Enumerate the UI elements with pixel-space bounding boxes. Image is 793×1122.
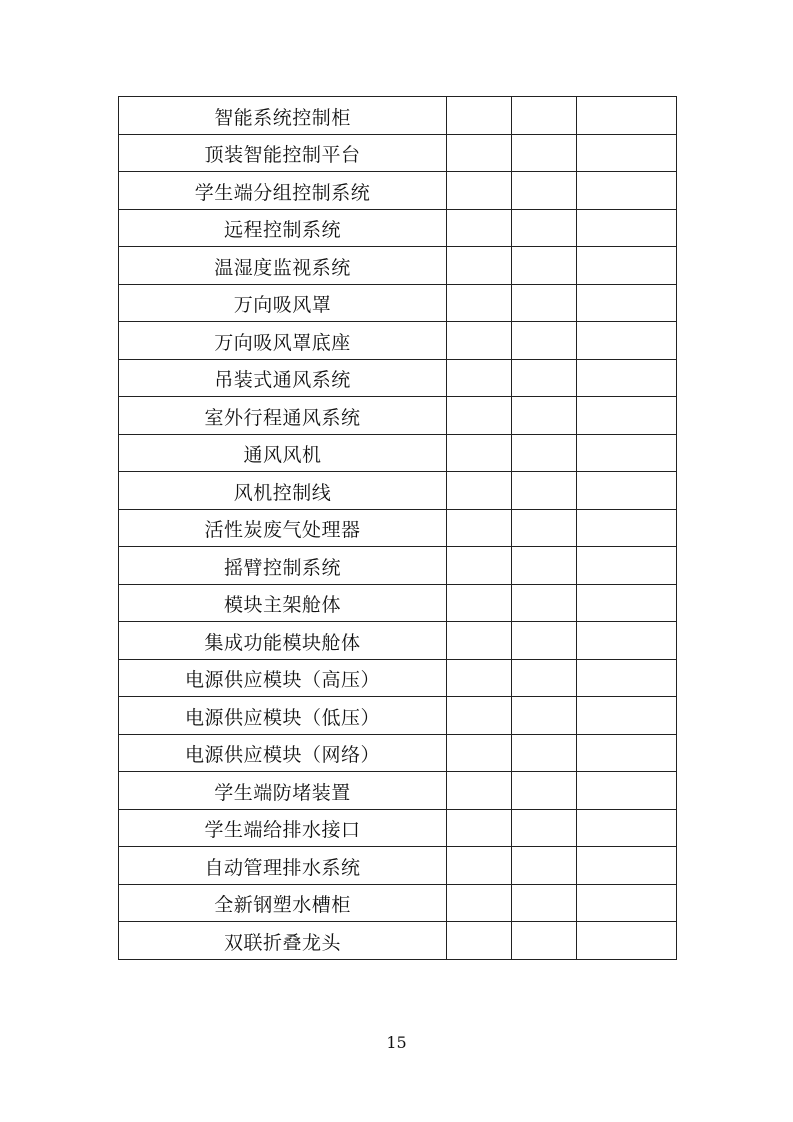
- col-4-cell: [577, 547, 677, 585]
- table-row: [119, 172, 677, 210]
- table-row: [119, 509, 677, 547]
- col-3-cell: [512, 322, 577, 360]
- col-4-cell: [577, 509, 677, 547]
- item-name-cell: 摇臂控制系统: [119, 547, 447, 585]
- col-4-cell: [577, 472, 677, 510]
- col-3-cell: [512, 772, 577, 810]
- table-row: [119, 397, 677, 435]
- col-3-cell: [512, 659, 577, 697]
- col-3-cell: [512, 509, 577, 547]
- col-4-cell: [577, 697, 677, 735]
- col-2-cell: [447, 734, 512, 772]
- table-row: [119, 847, 677, 885]
- col-4-cell: [577, 884, 677, 922]
- table-row: [119, 734, 677, 772]
- table-row: [119, 622, 677, 660]
- col-3-cell: [512, 359, 577, 397]
- col-2-cell: [447, 397, 512, 435]
- col-2-cell: [447, 584, 512, 622]
- table-row: [119, 547, 677, 585]
- col-2-cell: [447, 509, 512, 547]
- col-3-cell: [512, 134, 577, 172]
- col-3-cell: [512, 97, 577, 135]
- page-number: 15: [386, 1033, 407, 1052]
- col-4-cell: [577, 172, 677, 210]
- col-4-cell: [577, 247, 677, 285]
- table-row: [119, 922, 677, 960]
- col-4-cell: [577, 584, 677, 622]
- item-name-cell: 顶装智能控制平台: [119, 134, 447, 172]
- col-2-cell: [447, 172, 512, 210]
- col-3-cell: [512, 547, 577, 585]
- item-name-cell: 电源供应模块（低压）: [119, 697, 447, 735]
- table-row: [119, 884, 677, 922]
- col-2-cell: [447, 434, 512, 472]
- col-4-cell: [577, 922, 677, 960]
- item-name-cell: 全新钢塑水槽柜: [119, 884, 447, 922]
- item-name-cell: 智能系统控制柜: [119, 97, 447, 135]
- col-4-cell: [577, 284, 677, 322]
- col-3-cell: [512, 734, 577, 772]
- col-3-cell: [512, 884, 577, 922]
- col-3-cell: [512, 697, 577, 735]
- table-row: [119, 772, 677, 810]
- col-2-cell: [447, 884, 512, 922]
- col-4-cell: [577, 734, 677, 772]
- col-4-cell: [577, 659, 677, 697]
- col-3-cell: [512, 472, 577, 510]
- col-3-cell: [512, 584, 577, 622]
- col-3-cell: [512, 209, 577, 247]
- table-row: [119, 97, 677, 135]
- col-3-cell: [512, 172, 577, 210]
- col-3-cell: [512, 922, 577, 960]
- item-name-cell: 模块主架舱体: [119, 584, 447, 622]
- item-name-cell: 自动管理排水系统: [119, 847, 447, 885]
- col-4-cell: [577, 434, 677, 472]
- col-2-cell: [447, 97, 512, 135]
- col-3-cell: [512, 434, 577, 472]
- col-2-cell: [447, 547, 512, 585]
- table-row: [119, 247, 677, 285]
- col-2-cell: [447, 622, 512, 660]
- col-2-cell: [447, 697, 512, 735]
- item-name-cell: 万向吸风罩底座: [119, 322, 447, 360]
- item-name-cell: 活性炭废气处理器: [119, 509, 447, 547]
- item-name-cell: 集成功能模块舱体: [119, 622, 447, 660]
- item-name-cell: 电源供应模块（高压）: [119, 659, 447, 697]
- col-2-cell: [447, 472, 512, 510]
- col-2-cell: [447, 922, 512, 960]
- item-name-cell: 学生端给排水接口: [119, 809, 447, 847]
- table-row: [119, 359, 677, 397]
- item-name-cell: 室外行程通风系统: [119, 397, 447, 435]
- table-row: [119, 209, 677, 247]
- col-2-cell: [447, 284, 512, 322]
- table-row: [119, 584, 677, 622]
- col-4-cell: [577, 134, 677, 172]
- col-4-cell: [577, 809, 677, 847]
- equipment-table: [118, 96, 677, 960]
- col-2-cell: [447, 134, 512, 172]
- col-3-cell: [512, 247, 577, 285]
- col-2-cell: [447, 659, 512, 697]
- col-4-cell: [577, 209, 677, 247]
- col-4-cell: [577, 322, 677, 360]
- table-row: [119, 659, 677, 697]
- col-3-cell: [512, 284, 577, 322]
- table-row: [119, 809, 677, 847]
- col-2-cell: [447, 247, 512, 285]
- col-2-cell: [447, 809, 512, 847]
- table-row: [119, 697, 677, 735]
- table-row: [119, 284, 677, 322]
- table-row: [119, 434, 677, 472]
- equipment-table-body: [119, 97, 677, 960]
- col-3-cell: [512, 847, 577, 885]
- col-2-cell: [447, 847, 512, 885]
- item-name-cell: 远程控制系统: [119, 209, 447, 247]
- item-name-cell: 学生端防堵装置: [119, 772, 447, 810]
- item-name-cell: 万向吸风罩: [119, 284, 447, 322]
- col-2-cell: [447, 209, 512, 247]
- item-name-cell: 温湿度监视系统: [119, 247, 447, 285]
- col-2-cell: [447, 322, 512, 360]
- table-row: [119, 134, 677, 172]
- table-row: [119, 322, 677, 360]
- item-name-cell: 学生端分组控制系统: [119, 172, 447, 210]
- col-2-cell: [447, 772, 512, 810]
- col-3-cell: [512, 809, 577, 847]
- item-name-cell: 风机控制线: [119, 472, 447, 510]
- col-3-cell: [512, 622, 577, 660]
- col-4-cell: [577, 97, 677, 135]
- col-2-cell: [447, 359, 512, 397]
- item-name-cell: 通风风机: [119, 434, 447, 472]
- item-name-cell: 电源供应模块（网络）: [119, 734, 447, 772]
- item-name-cell: 双联折叠龙头: [119, 922, 447, 960]
- col-3-cell: [512, 397, 577, 435]
- col-4-cell: [577, 772, 677, 810]
- col-4-cell: [577, 397, 677, 435]
- col-4-cell: [577, 847, 677, 885]
- item-name-cell: 吊装式通风系统: [119, 359, 447, 397]
- table-row: [119, 472, 677, 510]
- col-4-cell: [577, 622, 677, 660]
- col-4-cell: [577, 359, 677, 397]
